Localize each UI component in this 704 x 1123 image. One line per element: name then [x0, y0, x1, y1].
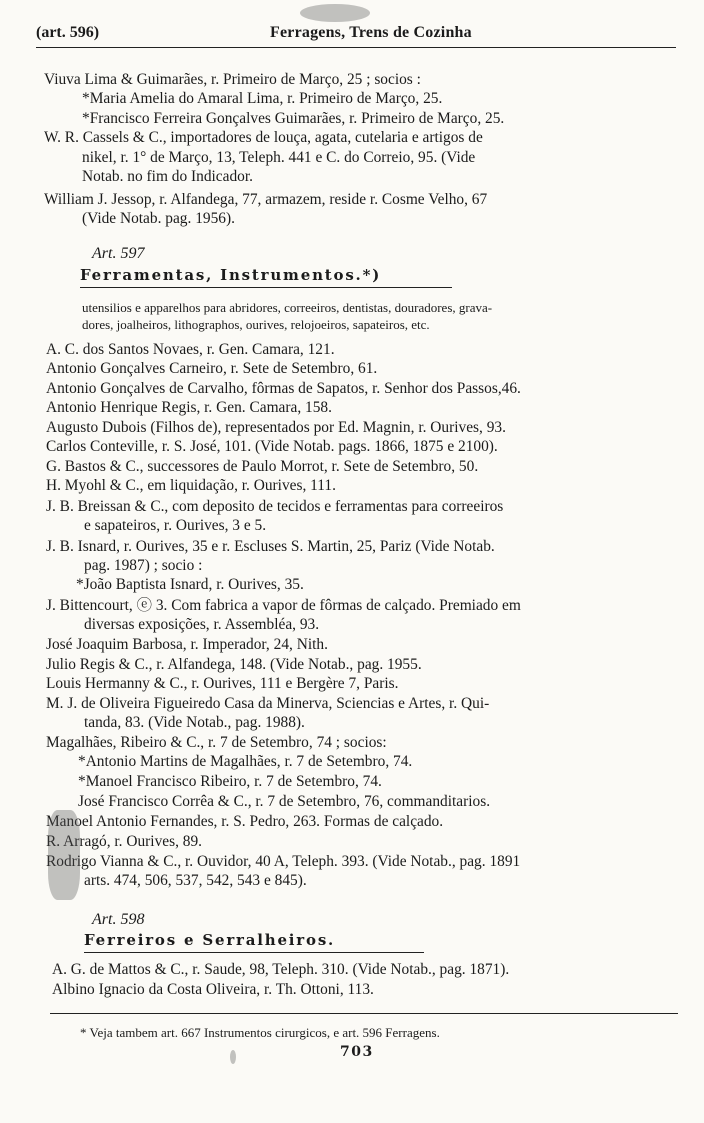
- entry-line: R. Arragó, r. Ourives, 89.: [46, 833, 203, 850]
- entry-line: A. G. de Mattos & C., r. Saude, 98, Teleph. 310. (Vide Notab., pag. 1871).: [52, 961, 510, 978]
- page-header: [36, 24, 676, 46]
- entry-line: J. Bittencourt, ⓔ 3. Com fabrica a vapor de fôrmas de calçado. Premiado em: [46, 597, 521, 614]
- entry-line: Carlos Conteville, r. S. José, 101. (Vide Notab. pags. 1866, 1875 e 2100).: [46, 438, 498, 455]
- entry-line: tanda, 83. (Vide Notab., pag. 1988).: [84, 714, 305, 731]
- entry-line: *Manoel Francisco Ribeiro, r. 7 de Setembro, 74.: [78, 773, 382, 790]
- entry-line: José Francisco Corrêa & C., r. 7 de Setembro, 76, commanditarios.: [78, 793, 491, 810]
- entry-line: arts. 474, 506, 537, 542, 543 e 845).: [84, 872, 307, 889]
- entry-line: A. C. dos Santos Novaes, r. Gen. Camara, 121.: [46, 341, 335, 358]
- entry-line: Notab. no fim do Indicador.: [82, 168, 253, 185]
- entry-line: H. Myohl & C., em liquidação, r. Ourives, 111.: [46, 477, 336, 494]
- entry-line: Viuva Lima & Guimarães, r. Primeiro de Março, 25 ; socios :: [44, 71, 421, 88]
- entry-line: e sapateiros, r. Ourives, 3 e 5.: [84, 517, 267, 534]
- entry-line: *João Baptista Isnard, r. Ourives, 35.: [76, 576, 304, 593]
- entry-line: *Antonio Martins de Magalhães, r. 7 de Setembro, 74.: [78, 753, 413, 770]
- entry-line: J. B. Breissan & C., com deposito de tecidos e ferramentas para correeiros: [46, 498, 504, 515]
- ink-blot: [230, 1050, 236, 1064]
- entry-line: Louis Hermanny & C., r. Ourives, 111 e Bergère 7, Paris.: [46, 675, 399, 692]
- entry-line: *Maria Amelia do Amaral Lima, r. Primeiro de Março, 25.: [82, 90, 443, 107]
- section-rule: [80, 287, 452, 288]
- page-number: 703: [340, 1044, 374, 1060]
- entry-line: Antonio Gonçalves de Carvalho, fôrmas de Sapatos, r. Senhor dos Passos,46.: [46, 380, 521, 397]
- footnote: * Veja tambem art. 667 Instrumentos cirurgicos, e art. 596 Ferragens.: [80, 1025, 440, 1040]
- header-rule: [36, 47, 676, 48]
- entry-line: William J. Jessop, r. Alfandega, 77, armazem, reside r. Cosme Velho, 67: [44, 191, 488, 208]
- section-description: dores, joalheiros, lithographos, ourives, relojoeiros, sapateiros, etc.: [82, 317, 430, 332]
- section-title: Ferreiros e Serralheiros.: [84, 931, 336, 949]
- entry-line: Magalhães, Ribeiro & C., r. 7 de Setembro, 74 ; socios:: [46, 734, 387, 751]
- entry-line: Rodrigo Vianna & C., r. Ouvidor, 40 A, Teleph. 393. (Vide Notab., pag. 1891: [46, 853, 521, 870]
- entry-line: Augusto Dubois (Filhos de), representados por Ed. Magnin, r. Ourives, 93.: [46, 419, 506, 436]
- entry-line: W. R. Cassels & C., importadores de louça, agata, cutelaria e artigos de: [44, 129, 483, 146]
- entry-line: Julio Regis & C., r. Alfandega, 148. (Vide Notab., pag. 1955.: [46, 656, 422, 673]
- entry-line: José Joaquim Barbosa, r. Imperador, 24, Nith.: [46, 636, 328, 653]
- section-article-number: Art. 598: [92, 911, 145, 928]
- section-description: utensilios e apparelhos para abridores, correeiros, dentistas, douradores, grava-: [82, 300, 493, 315]
- section-article-number: Art. 597: [92, 245, 145, 262]
- header-article-ref: (art. 596): [36, 24, 100, 41]
- entry-line: *Francisco Ferreira Gonçalves Guimarães, r. Primeiro de Março, 25.: [82, 110, 505, 127]
- entry-line: M. J. de Oliveira Figueiredo Casa da Minerva, Sciencias e Artes, r. Qui-: [46, 695, 490, 712]
- entry-line: J. B. Isnard, r. Ourives, 35 e r. Escluses S. Martin, 25, Pariz (Vide Notab.: [46, 538, 495, 555]
- entry-line: Manoel Antonio Fernandes, r. S. Pedro, 263. Formas de calçado.: [46, 813, 444, 830]
- entry-line: G. Bastos & C., successores de Paulo Morrot, r. Sete de Setembro, 50.: [46, 458, 479, 475]
- entry-line: (Vide Notab. pag. 1956).: [82, 210, 235, 227]
- entry-line: Albino Ignacio da Costa Oliveira, r. Th. Ottoni, 113.: [52, 981, 374, 998]
- entry-line: diversas exposições, r. Assembléa, 93.: [84, 616, 320, 633]
- entry-line: Antonio Henrique Regis, r. Gen. Camara, 158.: [46, 399, 332, 416]
- entry-line: nikel, r. 1° de Março, 13, Teleph. 441 e C. do Correio, 95. (Vide: [82, 149, 476, 166]
- footer-rule: [50, 1013, 678, 1014]
- header-title: Ferragens, Trens de Cozinha: [270, 24, 472, 41]
- section-title: Ferramentas, Instrumentos.*): [80, 266, 382, 284]
- entry-line: pag. 1987) ; socio :: [84, 557, 203, 574]
- entry-line: Antonio Gonçalves Carneiro, r. Sete de Setembro, 61.: [46, 360, 378, 377]
- section-rule: [84, 952, 424, 953]
- ink-blot: [48, 810, 80, 900]
- ink-blot: [300, 4, 370, 22]
